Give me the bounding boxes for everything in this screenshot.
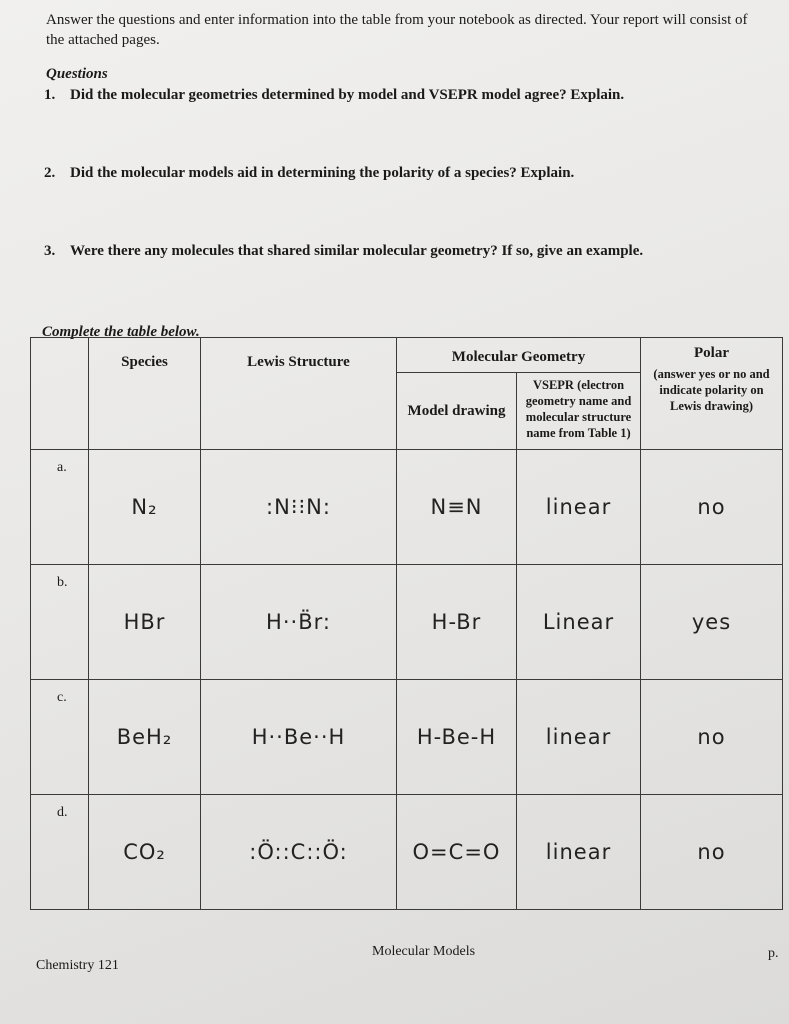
header-polar-title: Polar (694, 345, 730, 361)
question-2 (44, 165, 574, 182)
lewis-structure-cell: H··B̈r: (201, 564, 397, 679)
footer-page: p. (768, 946, 779, 961)
vsepr-cell: Linear (517, 564, 641, 679)
table-row (31, 564, 783, 679)
question-number: 2. (44, 165, 56, 181)
vsepr-cell: linear (517, 794, 641, 909)
table-heading: Complete the table below. (42, 324, 200, 340)
row-label: d. (31, 794, 89, 909)
lewis-structure-cell: :N⁝⁝N: (201, 449, 397, 564)
question-text: Did the molecular geometries determined by model and VSEPR model agree? Explain. (70, 87, 625, 103)
header-molecular-geometry: Molecular Geometry (397, 338, 641, 373)
header-polar (641, 338, 783, 450)
polar-cell: no (641, 449, 783, 564)
model-drawing-cell: N≡N (397, 449, 517, 564)
header-vsepr: VSEPR (electron geometry name and molecular structure name from Table 1) (517, 373, 641, 450)
table-row (31, 449, 783, 564)
polar-cell: no (641, 679, 783, 794)
header-species: Species (89, 338, 201, 450)
row-label: a. (31, 449, 89, 564)
model-drawing-cell: O=C=O (397, 794, 517, 909)
header-lewis-structure: Lewis Structure (201, 338, 397, 450)
question-text: Did the molecular models aid in determining the polarity of a species? Explain. (70, 165, 575, 181)
table-row (31, 679, 783, 794)
question-number: 3. (44, 243, 56, 259)
header-polar-instructions: (answer yes or no and indicate polarity on Lewis drawing) (653, 367, 770, 413)
intro-text: Answer the questions and enter information into the table from your notebook as directed. Your report will consist of the attached pages. (46, 12, 748, 48)
row-label: c. (31, 679, 89, 794)
question-1 (44, 87, 624, 104)
header-label-cell (31, 338, 89, 450)
question-number: 1. (44, 87, 56, 103)
species-cell: N₂ (89, 449, 201, 564)
footer-title: Molecular Models (372, 944, 476, 959)
table-row (31, 794, 783, 909)
row-label: b. (31, 564, 89, 679)
model-drawing-cell: H-Be-H (397, 679, 517, 794)
molecular-geometry-table (30, 337, 783, 910)
lewis-structure-cell: :Ö::C::Ö: (201, 794, 397, 909)
species-cell: HBr (89, 564, 201, 679)
header-model-drawing: Model drawing (397, 373, 517, 450)
vsepr-cell: linear (517, 679, 641, 794)
species-cell: BeH₂ (89, 679, 201, 794)
species-cell: CO₂ (89, 794, 201, 909)
polar-cell: yes (641, 564, 783, 679)
questions-heading: Questions (46, 66, 108, 82)
lewis-structure-cell: H··Be··H (201, 679, 397, 794)
polar-cell: no (641, 794, 783, 909)
footer-course: Chemistry 121 (36, 958, 119, 973)
question-text: Were there any molecules that shared similar molecular geometry? If so, give an example. (70, 243, 644, 259)
vsepr-cell: linear (517, 449, 641, 564)
question-3 (44, 243, 643, 260)
model-drawing-cell: H-Br (397, 564, 517, 679)
